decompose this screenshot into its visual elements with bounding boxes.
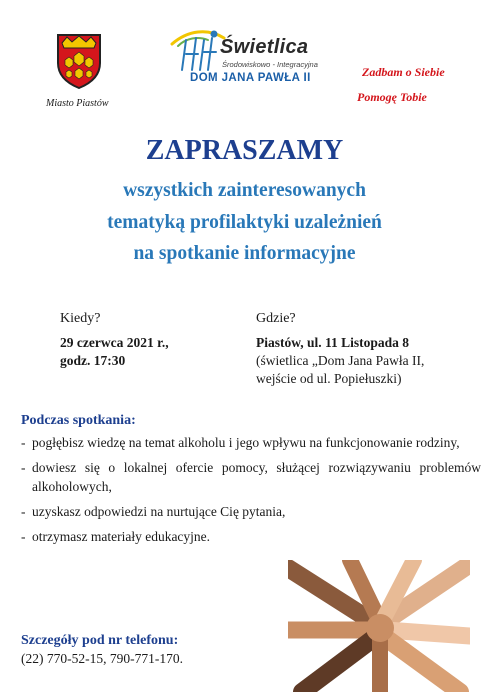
subheadline-line-3: na spotkanie informacyjne: [133, 243, 356, 264]
joined-hands-image: [288, 560, 470, 692]
subheadline-line-1: wszystkich zainteresowanych: [123, 180, 366, 201]
slogan-line-1: Zadbam o Siebie: [362, 65, 445, 79]
city-caption: Miasto Piastów: [46, 98, 109, 109]
bullet-dash: -: [21, 435, 26, 450]
when-date: 29 czerwca 2021 r.,: [60, 335, 169, 350]
slogan-line-2: Pomogę Tobie: [357, 90, 427, 104]
list-item: [21, 527, 481, 546]
bullet-dash: -: [21, 504, 26, 519]
list-item: [21, 458, 481, 496]
logo-name: DOM JANA PAWŁA II: [190, 72, 311, 84]
meeting-benefits-list: [21, 433, 481, 552]
headline: ZAPRASZAMY: [145, 135, 344, 166]
when-label: Kiedy?: [60, 311, 101, 326]
bullet-dash: -: [21, 460, 26, 475]
when-time: godz. 17:30: [60, 353, 126, 368]
subheadline-line-2: tematyką profilaktyki uzależnień: [107, 212, 382, 233]
logo-wordmark: Świetlica: [220, 36, 309, 58]
list-item-text: dowiesz się o lokalnej ofercie pomocy, służącej rozwiązywaniu problemów alkoholowych,: [32, 460, 481, 494]
list-item: [21, 433, 481, 452]
where-address: Piastów, ul. 11 Listopada 8: [256, 335, 410, 350]
where-label: Gdzie?: [256, 311, 296, 326]
bullet-dash: -: [21, 529, 26, 544]
contact-phones: (22) 770-52-15, 790-771-170.: [21, 651, 183, 666]
list-item-text: uzyskasz odpowiedzi na nurtujące Cię pytania,: [32, 504, 286, 519]
during-title: Podczas spotkania:: [21, 413, 136, 428]
list-item-text: pogłębisz wiedzę na temat alkoholu i jego wpływu na funkcjonowanie rodziny,: [32, 435, 460, 450]
logo-subtitle: Środowiskowo - Integracyjna: [222, 60, 318, 69]
where-entrance: wejście od ul. Popiełuszki): [256, 371, 402, 386]
contact-title: Szczegóły pod nr telefonu:: [21, 633, 179, 648]
list-item-text: otrzymasz materiały edukacyjne.: [32, 529, 211, 544]
where-place: (świetlica „Dom Jana Pawła II,: [256, 353, 425, 368]
city-crest-icon: [56, 33, 102, 89]
list-item: [21, 502, 481, 521]
